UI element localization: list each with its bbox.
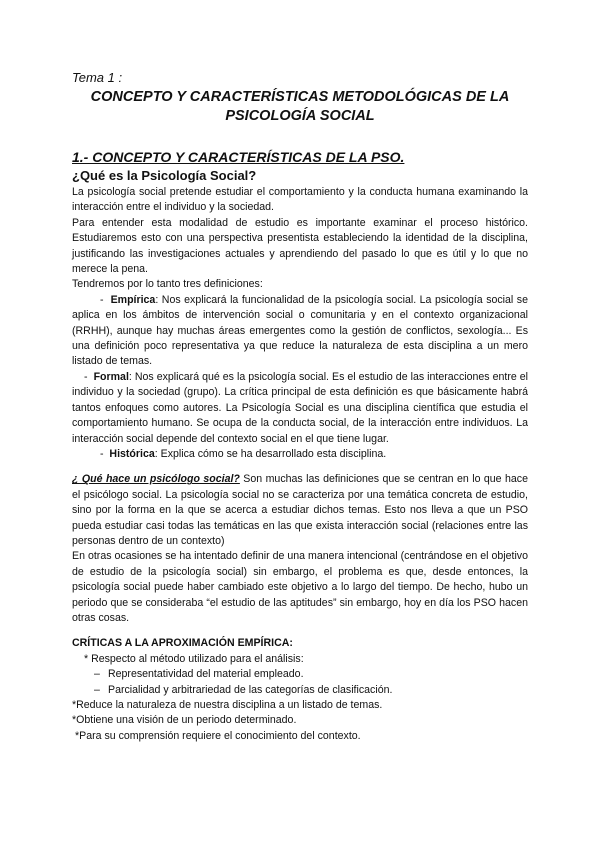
question-2-text: Son muchas las definiciones que se centran en lo que hace el psicólogo social. La psicología social no se caracteriza por una temática concreta de estudio, sino por la forma en la que se acerca a estudiar dichos temas. Esto nos lleva a que un PSO pueda estudiar casi todas las temáticas en las que exista interacción social (relaciones entre las personas dentro de un contexto) (72, 473, 528, 547)
section-1-title: 1.- CONCEPTO Y CARACTERÍSTICAS DE LA PSO. (72, 149, 405, 165)
criticas-intro: * Respecto al método utilizado para el análisis: (84, 652, 304, 665)
criticas-item-a: *Reduce la naturaleza de nuestra disciplina a un listado de temas. (72, 699, 383, 711)
definition-historica-label: Histórica (109, 447, 155, 460)
paragraph-1: La psicología social pretende estudiar el comportamiento y la conducta humana examinando la interacción entre el individuo y la sociedad. (72, 186, 528, 214)
definition-empirica: - Empírica: Nos explicará la funcionalidad de la psicología social. La psicología social se aplica en los ámbitos de intervención social o comunitaria y en el contexto organizacional (RRHH), aunque hay muchas áreas emergentes como la gestión de conflictos, sexología... Es una definición poco representativa ya que reduce la naturaleza de esta disciplina a un mero listado de temas. (72, 293, 528, 368)
criticas-item-c: *Para su comprensión requiere el conocimiento del contexto. (75, 729, 361, 742)
title-line-1: CONCEPTO Y CARACTERÍSTICAS METODOLÓGICAS DE LA (90, 89, 510, 105)
definition-formal-text: : Nos explicará qué es la psicología social. Es el estudio de las interacciones entre el individuo y la sociedad (grupo). La crítica principal de esta definición es que básicamente habrá tantos enfoques como autores. La Psicología Social es una disciplina científica que estudia el comportamiento humano. Se ocupa de la conducta social, de la interacción entre individuos. La interacción social depende del contexto social en el que tiene lugar. (72, 370, 528, 445)
definition-historica-text: : Explica cómo se ha desarrollado esta disciplina. (154, 447, 387, 460)
title-line-2: PSICOLOGÍA SOCIAL (225, 108, 375, 124)
criticas-dash-item-2: – Parcialidad y arbitrariedad de las categorías de clasificación. (72, 683, 528, 698)
definition-formal-label: Formal (93, 370, 129, 383)
paragraph-3: Tendremos por lo tanto tres definiciones: (72, 278, 263, 291)
paragraph-2: Para entender esta modalidad de estudio es importante examinar el proceso histórico. Estudiaremos esto con una perspectiva presentista estableciendo la identidad de la disciplina, justificando las investigaciones actuales y aprendiendo del pasado lo que es útil y lo que no merece la pena. (72, 216, 528, 276)
criticas-item-b: *Obtiene una visión de un periodo determinado. (72, 714, 297, 727)
tema-label: Tema 1 : (72, 70, 123, 85)
document-page (72, 70, 528, 744)
criticas-dash-item-1: – Representatividad del material empleado. (72, 667, 528, 682)
document-title (72, 88, 528, 126)
definition-empirica-label: Empírica (110, 293, 156, 306)
definition-empirica-text: : Nos explicará la funcionalidad de la psicología social. La psicología social se aplica en los ámbitos de intervención social o comunitaria y en el contexto organizacional (RRHH), aunque hay muchas áreas emergentes como la gestión de conflictos, sexología... Es una definición poco representativa ya que reduce la naturaleza de esta disciplina a un mero listado de temas. (72, 293, 528, 368)
question-1-title: ¿Qué es la Psicología Social? (72, 168, 257, 183)
question-2-paragraph (72, 472, 528, 549)
question-2-label: ¿ Qué hace un psicólogo social? (72, 473, 240, 486)
criticas-title: CRÍTICAS A LA APROXIMACIÓN EMPÍRICA: (72, 637, 293, 650)
definition-formal: - Formal: Nos explicará qué es la psicología social. Es el estudio de las interacciones entre el individuo y la sociedad (grupo). La crítica principal de esta definición es que básicamente habrá tantos enfoques como autores. La Psicología Social es una disciplina científica que estudia el comportamiento humano. Se ocupa de la conducta social, de la interacción entre individuos. La interacción social depende del contexto social en el que tiene lugar. (72, 370, 528, 445)
definition-historica: - Histórica: Explica cómo se ha desarrollado esta disciplina. (100, 447, 387, 460)
paragraph-4: En otras ocasiones se ha intentado definir de una manera intencional (centrándose en el objetivo de estudio de la psicología social) sin embargo, el problema es que, desde entonces, la psicología social puede haber cambiado este objetivo a lo largo del tiempo. De hecho, hubo un periodo que se consideraba “el estudio de las aptitudes” sin embargo, hoy en día los PSO hacen otras cosas. (72, 550, 528, 624)
